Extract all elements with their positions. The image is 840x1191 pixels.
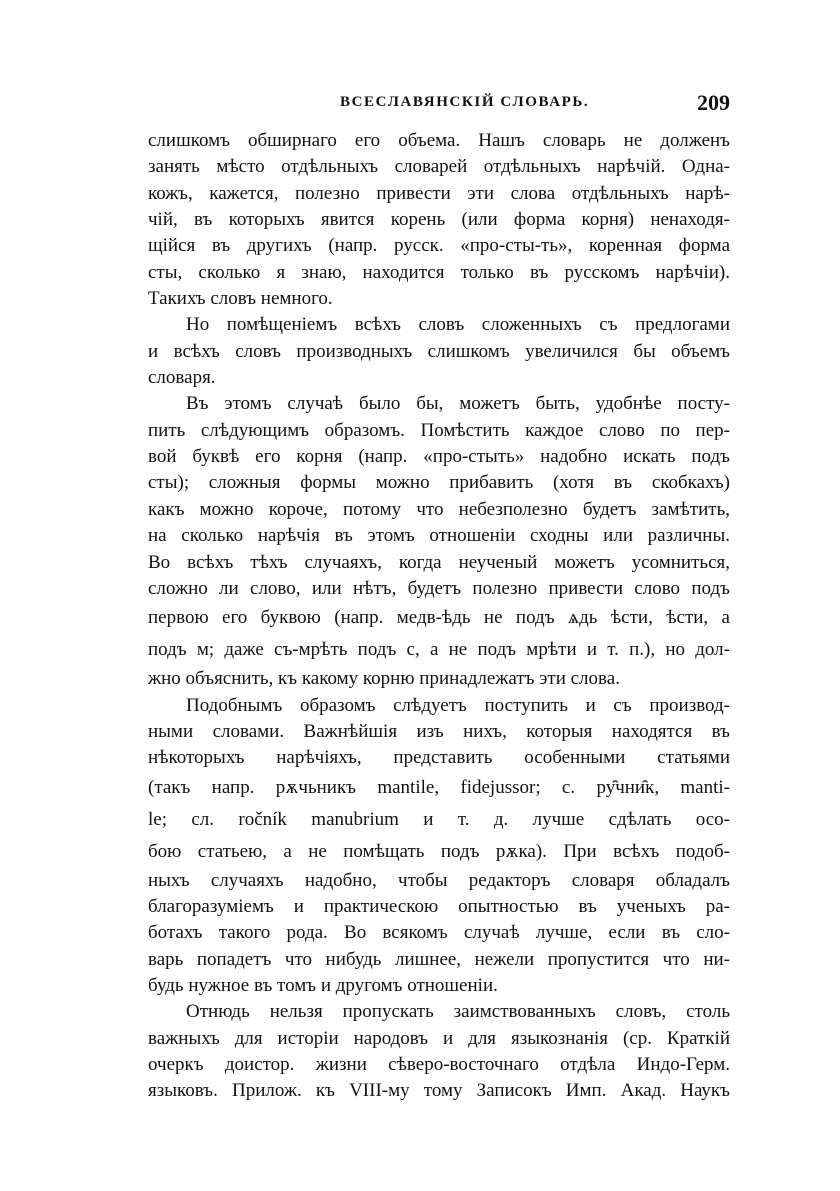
text-line: чій, въ которыхъ явится корень (или форма корня) ненаходя- bbox=[148, 209, 730, 231]
text-line: занять мѣсто отдѣльныхъ словарей отдѣльныхъ нарѣчій. Одна- bbox=[148, 156, 730, 178]
text-line: бою статьею, а не помѣщать подъ рѫка). При всѣхъ подоб- bbox=[148, 840, 730, 862]
text-line: Но помѣщеніемъ всѣхъ словъ сложенныхъ съ предлогами bbox=[186, 314, 730, 336]
text-line: очеркъ доистор. жизни сѣверо-восточнаго отдѣла Индо-Герм. bbox=[148, 1053, 730, 1075]
text-line: ныхъ случаяхъ надобно, чтобы редакторъ словаря обладалъ bbox=[148, 869, 730, 891]
text-line: кожъ, кажется, полезно привести эти слова отдѣльныхъ нарѣ- bbox=[148, 182, 730, 204]
text-line: вой буквѣ его корня (напр. «про-стыть» надобно искать подъ bbox=[148, 446, 730, 468]
page-header bbox=[148, 90, 730, 120]
text-line: на сколько нарѣчія въ этомъ отношеніи сходны или различны. bbox=[148, 525, 730, 547]
body-text bbox=[148, 128, 730, 1105]
text-line: Во всѣхъ тѣхъ случаяхъ, когда неученый можетъ усомниться, bbox=[148, 551, 730, 573]
text-line: сты); сложныя формы можно прибавить (хотя въ скобкахъ) bbox=[148, 472, 730, 494]
text-line: словаря. bbox=[148, 367, 216, 389]
text-line: Подобнымъ образомъ слѣдуетъ поступить и съ производ- bbox=[186, 694, 730, 716]
text-line: пить слѣдующимъ образомъ. Помѣстить каждое слово по пер- bbox=[148, 419, 730, 441]
text-line: нѣкоторыхъ нарѣчіяхъ, представить особенными статьями bbox=[148, 747, 730, 769]
text-line: какъ можно короче, потому что небезполезно будетъ замѣтить, bbox=[148, 498, 730, 520]
text-line: будь нужное въ томъ и другомъ отношеніи. bbox=[148, 974, 498, 996]
text-line: ботахъ такого рода. Во всякомъ случаѣ лучше, если въ сло- bbox=[148, 922, 730, 944]
text-line: Такихъ словъ немного. bbox=[148, 288, 333, 310]
text-line: сложно ли слово, или нѣтъ, будетъ полезно привести слово подъ bbox=[148, 577, 730, 599]
text-line: важныхъ для исторіи народовъ и для языкознанія (ср. Краткій bbox=[148, 1027, 730, 1049]
text-line: и всѣхъ словъ производныхъ слишкомъ увеличился бы объемъ bbox=[148, 340, 730, 362]
text-line: варь попадетъ что нибудь лишнее, нежели пропустится что ни- bbox=[148, 948, 730, 970]
text-line: (такъ напр. рѫчьникъ mantile, fidejussor; с. ру̑чни̑к, manti- bbox=[148, 776, 730, 798]
page-number: 209 bbox=[697, 90, 730, 115]
text-line: слишкомъ обширнаго его объема. Нашъ словарь не долженъ bbox=[148, 130, 730, 151]
text-line: ными словами. Важнѣйшія изъ нихъ, которыя находятся въ bbox=[148, 720, 730, 742]
text-line: жно объяснить, къ какому корню принадлежатъ эти слова. bbox=[148, 668, 620, 690]
text-line: первою его буквою (напр. медв-ѣдь не подъ ѧдь ѣсти, ѣсти, а bbox=[148, 607, 730, 629]
text-line: Отнюдь нельзя пропускать заимствованныхъ словъ, столь bbox=[186, 1001, 730, 1023]
text-line: подъ м; даже съ-мрѣть подъ с, а не подъ мрѣти и т. п.), но дол- bbox=[148, 639, 730, 661]
text-line: языковъ. Прилож. къ VIII-му тому Записокъ Имп. Акад. Наукъ bbox=[148, 1080, 730, 1102]
text-line: le; сл. ročník manubrium и т. д. лучше сдѣлать осо- bbox=[148, 808, 730, 830]
text-line: Въ этомъ случаѣ было бы, можетъ быть, удобнѣе посту- bbox=[186, 393, 730, 415]
text-line: сты, сколько я знаю, находится только въ русскомъ нарѣчіи). bbox=[148, 261, 730, 283]
running-title: ВСЕСЛАВЯНСКІЙ СЛОВАРЬ. bbox=[340, 94, 590, 110]
text-line: благоразуміемъ и практическою опытностью въ ученыхъ ра- bbox=[148, 895, 730, 917]
text-line: щійся въ другихъ (напр. русск. «про-сты-ть», коренная форма bbox=[148, 235, 730, 257]
